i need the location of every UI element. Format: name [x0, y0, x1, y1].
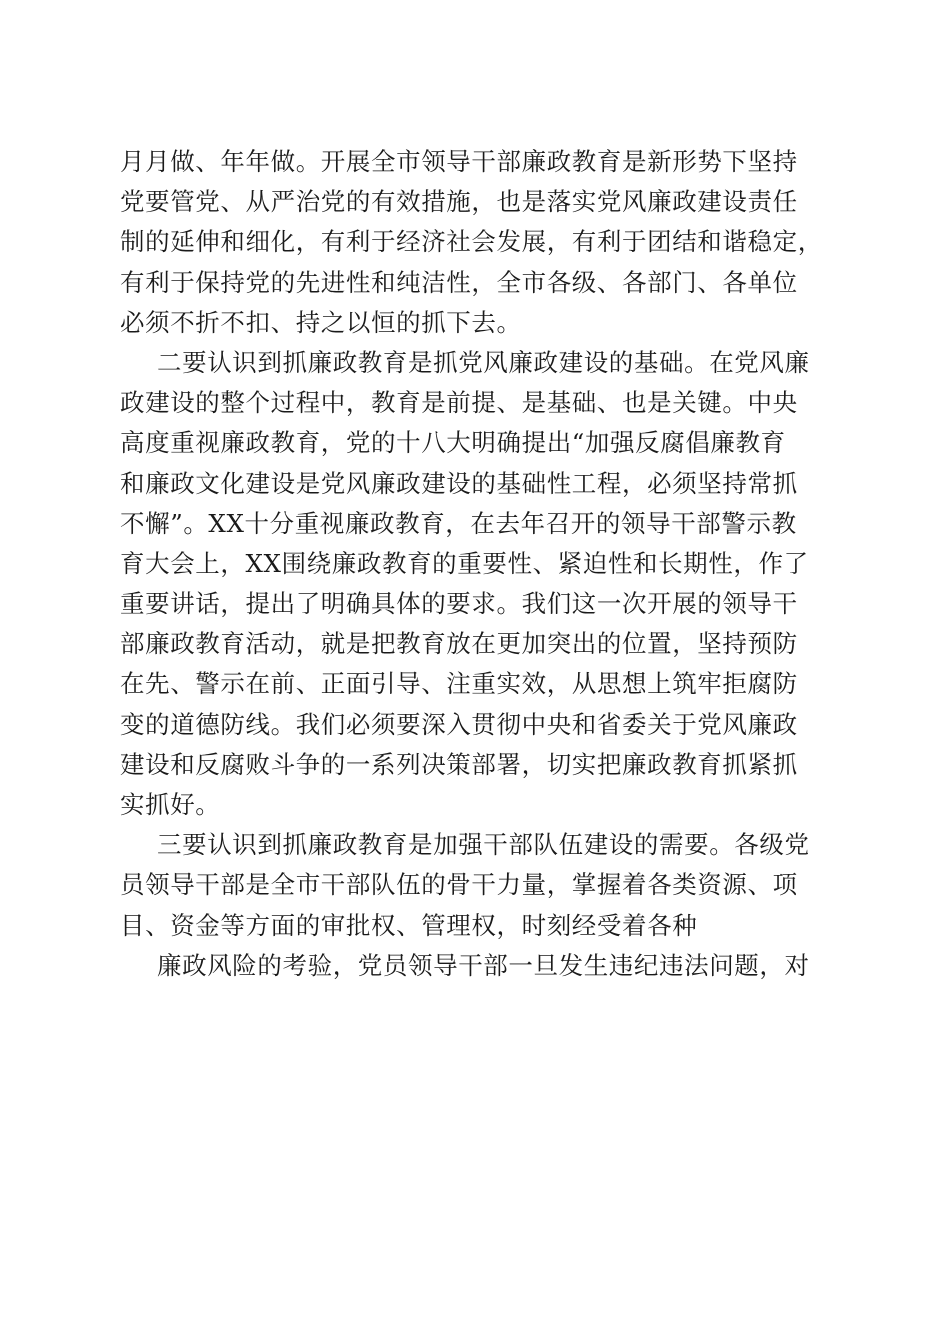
text-line: 月月做、年年做。开展全市领导干部廉政教育是新形势下坚持	[120, 147, 798, 176]
text-line: 员领导干部是全市干部队伍的骨干力量，掌握着各类资源、项	[120, 870, 798, 900]
text-line: 制的延伸和细化，有利于经济社会发展，有利于团结和谐稳定，	[120, 227, 823, 257]
text-line: 党要管党、从严治党的有效措施，也是落实党风廉政建设责任	[120, 187, 798, 217]
text-line: 有利于保持党的先进性和纯洁性，全市各级、各部门、各单位	[120, 267, 798, 297]
paragraph-start-line: 三要认识到抓廉政教育是加强干部队伍建设的需要。各级党	[157, 830, 810, 860]
text-line: 不懈”。XX十分重视廉政教育，在去年召开的领导干部警示教	[120, 508, 797, 538]
text-line: 实抓好。	[120, 790, 221, 819]
text-line: 变的道德防线。我们必须要深入贯彻中央和省委关于党风廉政	[120, 709, 798, 739]
paragraph-start-line: 二要认识到抓廉政教育是抓党风廉政建设的基础。在党风廉	[157, 347, 810, 377]
body-text	[120, 142, 830, 986]
text-line: 重要讲话，提出了明确具体的要求。我们这一次开展的领导干	[120, 589, 798, 619]
text-line: 高度重视廉政教育，党的十八大明确提出“加强反腐倡廉教育	[120, 428, 786, 458]
text-line: 必须不折不扣、持之以恒的抓下去。	[120, 307, 522, 337]
text-line: 目、资金等方面的审批权、管理权，时刻经受着各种	[120, 910, 698, 940]
text-line: 育大会上，XX围绕廉政教育的重要性、紧迫性和长期性，作了	[120, 548, 809, 578]
paragraph-start-line: 廉政风险的考验，党员领导干部一旦发生违纪违法问题，对	[157, 950, 810, 980]
text-line: 部廉政教育活动，就是把教育放在更加突出的位置，坚持预防	[120, 629, 798, 659]
text-line: 建设和反腐败斗争的一系列决策部署，切实把廉政教育抓紧抓	[120, 749, 798, 779]
text-line: 政建设的整个过程中，教育是前提、是基础、也是关键。中央	[120, 388, 798, 418]
text-line: 和廉政文化建设是党风廉政建设的基础性工程，必须坚持常抓	[120, 468, 798, 498]
text-line: 在先、警示在前、正面引导、注重实效，从思想上筑牢拒腐防	[120, 669, 798, 699]
